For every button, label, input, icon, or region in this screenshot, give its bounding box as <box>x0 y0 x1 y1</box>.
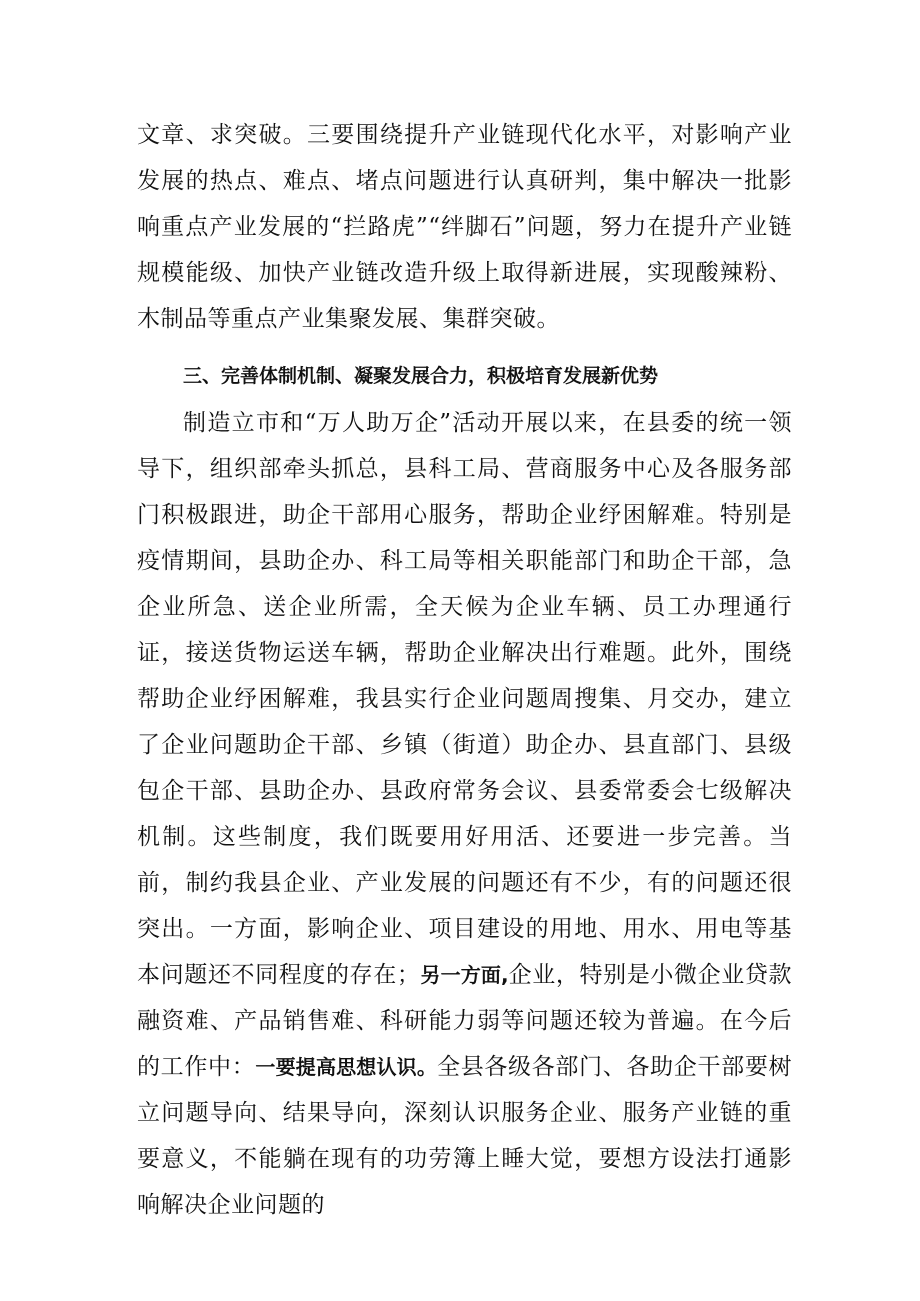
paragraph-section-three <box>137 400 792 1228</box>
section-heading-three: 三、完善体制机制、凝聚发展合力，积极培育发展新优势 <box>183 365 659 387</box>
bold-phrase-first-point: 一要提高思想认识。 <box>255 1055 438 1079</box>
document-body <box>137 112 792 1228</box>
paragraph-text-part2: 企业，特别是小微企业贷款融资难、产品销售难、科研能力弱等问题还较为普遍。在今后的工作中： <box>137 962 792 1080</box>
paragraph-continuation: 文章、求突破。三要围绕提升产业链现代化水平，对影响产业发展的热点、难点、堵点问题进行认真研判，集中解决一批影响重点产业发展的“拦路虎”“绊脚石”问题，努力在提升产业链规模能级、加快产业链改造升级上取得新进展，实现酸辣粉、木制品等重点产业集聚发展、集群突破。 <box>137 122 792 332</box>
paragraph-text-part3: 全县各级各部门、各助企干部要树立问题导向、结果导向，深刻认识服务企业、服务产业链的重要意义，不能躺在现有的功劳簿上睡大觉，要想方设法打通影响解决企业问题的 <box>137 1054 793 1218</box>
bold-phrase-other-side: 另一方面, <box>420 963 509 987</box>
paragraph-text-part1: 制造立市和“万人助万企”活动开展以来，在县委的统一领导下，组织部牵头抓总，县科工局、营商服务中心及各服务部门积极跟进，助企干部用心服务，帮助企业纾困解难。特别是疫情期间，县助企办、科工局等相关职能部门和助企干部，急企业所急、送企业所需，全天候为企业车辆、员工办理通行证，接送货物运送车辆，帮助企业解决出行难题。此外，围绕帮助企业纾困解难，我县实行企业问题周搜集、月交办，建立了企业问题助企干部、乡镇（街道）助企办、县直部门、县级包企干部、县助企办、县政府常务会议、县委常委会七级解决机制。这些制度，我们既要用好用活、还要进一步完善。当前，制约我县企业、产业发展的问题还有不少，有的问题还很突出。一方面，影响企业、项目建设的用地、用水、用电等基本问题还不同程度的存在； <box>137 410 792 988</box>
